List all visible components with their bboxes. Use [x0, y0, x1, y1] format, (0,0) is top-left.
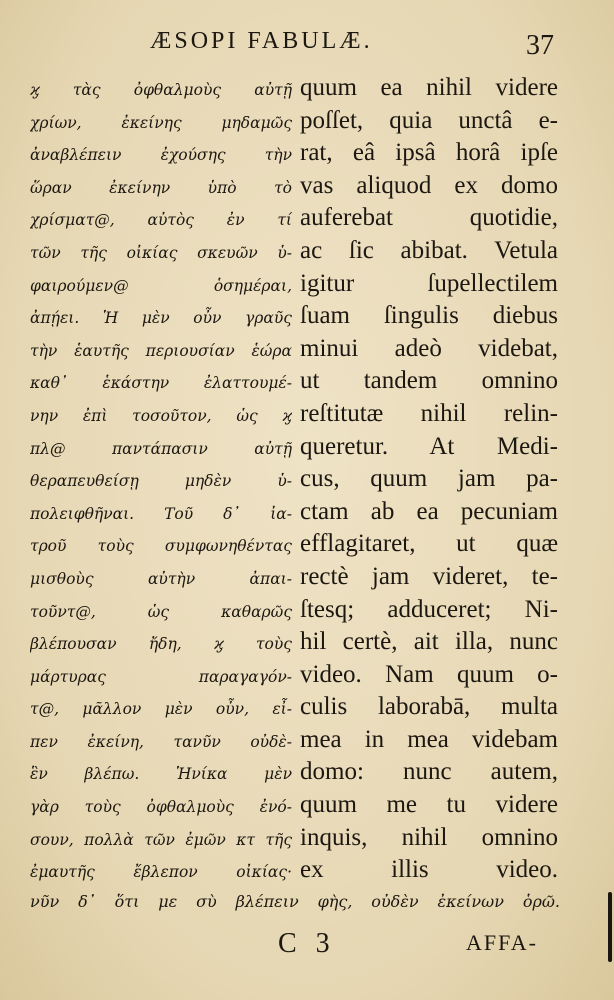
latin-line: ctam ab ea pecuniam [300, 497, 558, 525]
latin-line: igitur ſupellectilem [300, 269, 558, 297]
greek-line: ὥραν ἐκείνην ὑπὸ τὸ [30, 178, 292, 197]
latin-line: poſſet, quia unctâ e- [300, 106, 558, 134]
greek-line: πολειφθῆναι. Τοῦ δ᾽ ἰα- [30, 504, 292, 523]
greek-line: ἀναβλέπειν ἐχούσης τὴν [30, 146, 292, 165]
latin-line: ſuam ſingulis diebus [300, 302, 558, 330]
greek-line: πεν ἐκείνη, τανῦν οὐδὲ- [30, 732, 292, 751]
greek-text-column [30, 74, 292, 889]
greek-line: φαιρούμεν@ ὁσημέραι, [30, 276, 292, 295]
latin-line: ac ſic abibat. Vetula [300, 236, 558, 264]
latin-line: efflagitaret, ut quæ [300, 530, 558, 558]
greek-line: τροῦ τοὺς συμφωνηθέντας [30, 537, 292, 556]
latin-line: vas aliquod ex domo [300, 171, 558, 199]
greek-line: πλ@ παντάπασιν αὐτῇ [30, 439, 292, 458]
latin-line: quum me tu videre [300, 791, 558, 819]
latin-line: rat, eâ ipsâ horâ ipſe [300, 139, 558, 167]
greek-line: γὰρ τοὺς ὀφθαλμοὺς ἐνό- [30, 798, 292, 817]
latin-line: hil certè, ait illa, nunc [300, 628, 558, 656]
latin-line: culis laborabā, multa [300, 693, 558, 721]
page-edge-shadow [608, 892, 612, 962]
latin-line: domo: nunc autem, [300, 758, 558, 786]
latin-line: mea in mea videbam [300, 725, 558, 753]
greek-closing-line: νῦν δ᾽ ὅτι με σὺ βλέπειν φὴς, οὐδὲν ἐκείνων ὁρῶ. [30, 892, 560, 911]
latin-line: ſtesq; adduceret; Ni- [300, 595, 558, 623]
greek-line: ἓν βλέπω. Ἡνίκα μὲν [30, 765, 292, 784]
greek-line: καθ᾽ ἑκάστην ἐλαττουμέ- [30, 374, 292, 393]
greek-line: χρίσματ@, αὐτὸς ἐν τί [30, 211, 292, 230]
signature-mark: C 3 [278, 928, 336, 959]
latin-line: ut tandem omnino [300, 367, 558, 395]
greek-line: μάρτυρας παραγαγόν- [30, 667, 292, 686]
catchword: AFFA- [466, 930, 538, 955]
latin-line: inquis, nihil omnino [300, 823, 558, 851]
greek-line: μισθοὺς αὐτὴν ἀπαι- [30, 569, 292, 588]
latin-line: queretur. At Medi- [300, 432, 558, 460]
greek-line: θεραπευθείσῃ μηδὲν ὑ- [30, 472, 292, 491]
latin-line: quum ea nihil videre [300, 74, 558, 101]
greek-line: σουν, πολλὰ τῶν ἐμῶν κτ τῆς [30, 830, 292, 849]
latin-line: video. Nam quum o- [300, 660, 558, 688]
greek-line: χρίων, ἐκείνης μηδαμῶς [30, 113, 292, 132]
latin-line: minui adeò videbat, [300, 334, 558, 362]
greek-line: τοῦντ@, ὡς καθαρῶς [30, 602, 292, 621]
latin-text-column [300, 72, 558, 887]
page-number: 37 [526, 30, 554, 61]
greek-line: τ@, μᾶλλον μὲν οὖν, εἶ- [30, 700, 292, 719]
greek-line: τῶν τῆς οἰκίας σκευῶν ὑ- [30, 243, 292, 262]
greek-line: τὴν ἑαυτῆς περιουσίαν ἑώρα [30, 341, 292, 360]
greek-line: βλέπουσαν ἤδη, ϗ τοὺς [30, 635, 292, 654]
greek-line: ἐμαυτῆς ἔβλεπον οἰκίας· [30, 863, 292, 882]
latin-line: rectè jam videret, te- [300, 562, 558, 590]
running-head: ÆSOPI FABULÆ. [150, 28, 373, 54]
greek-line: νην ἐπὶ τοσοῦτον, ὡς ϗ [30, 406, 292, 425]
latin-line: reſtitutæ nihil relin- [300, 399, 558, 427]
latin-line: auferebat quotidie, [300, 204, 558, 232]
greek-line: ἀπῄει. Ἡ μὲν οὖν γραῦς [30, 309, 292, 328]
greek-line: ϗ τὰς ὀφθαλμοὺς αὐτῇ [30, 81, 292, 99]
latin-line: cus, quum jam pa- [300, 465, 558, 493]
latin-line: ex illis video. [300, 856, 558, 884]
